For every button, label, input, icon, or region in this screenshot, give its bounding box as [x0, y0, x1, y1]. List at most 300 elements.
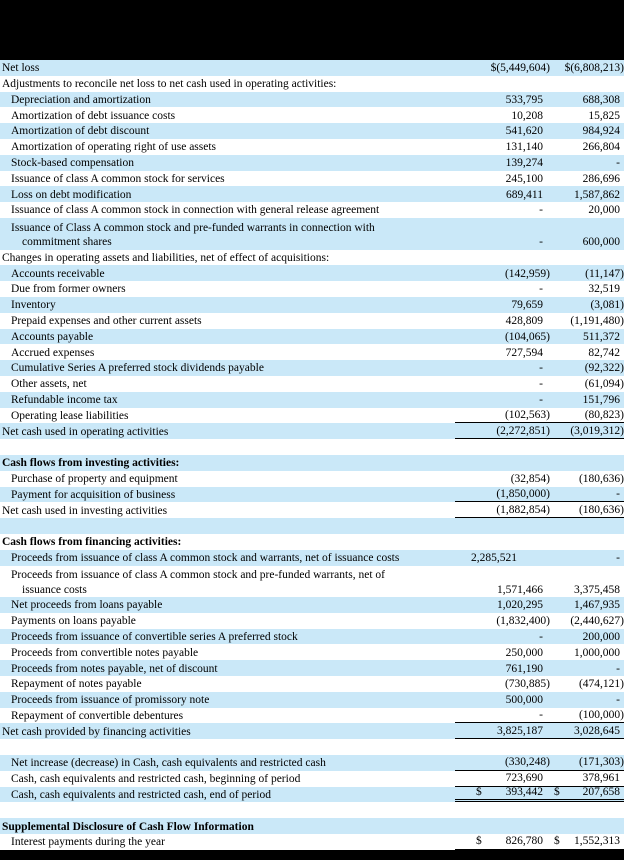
row-label-line-2: issuance costs	[22, 583, 87, 596]
amount-col-2	[551, 186, 624, 202]
table-row	[0, 281, 624, 297]
table-row	[0, 265, 624, 281]
amount-value: -	[616, 552, 620, 564]
amount-col-1	[455, 597, 551, 613]
row-label-line: Proceeds from notes payable, net of discount	[11, 662, 218, 675]
amount-col-1	[455, 455, 551, 471]
row-label-line: Proceeds from issuance of promissory note	[11, 694, 210, 707]
amount-value: (92,322)	[584, 362, 624, 375]
row-label-line: Proceeds from issuance of convertible series A preferred stock	[11, 630, 298, 643]
amount-value: -	[539, 362, 543, 375]
row-label-line: Amortization of operating right of use assets	[11, 141, 217, 154]
row-label-line: Proceeds from convertible notes payable	[11, 646, 199, 659]
table-row	[0, 155, 624, 171]
row-label-line: Repayment of convertible debentures	[11, 709, 184, 722]
row-label	[0, 329, 455, 345]
row-label	[0, 629, 455, 645]
amount-value: 151,796	[582, 394, 620, 407]
table-row	[0, 471, 624, 487]
row-label	[0, 171, 455, 187]
row-label-line: Cash, cash equivalents and restricted cash, end of period	[11, 788, 271, 801]
amount-value: 533,795	[505, 93, 543, 106]
amount-col-1	[455, 202, 551, 218]
amount-value: 200,000	[582, 630, 620, 643]
amount-col-2	[551, 202, 624, 218]
row-label-line: Issuance of class A common stock for services	[11, 172, 225, 185]
row-label	[0, 487, 455, 503]
amount-col-2	[551, 613, 624, 629]
table-row	[0, 60, 624, 76]
amount-col-2	[551, 76, 624, 92]
row-label-line: Issuance of class A common stock in connection with general release agreement	[11, 204, 380, 217]
row-label	[0, 471, 455, 487]
amount-col-1	[455, 408, 551, 424]
amount-col-2	[551, 644, 624, 660]
row-label	[0, 392, 455, 408]
amount-value: -	[539, 630, 543, 643]
amount-col-2	[551, 408, 624, 424]
table-row	[0, 171, 624, 187]
row-label	[0, 723, 455, 739]
cropped-black-header	[0, 0, 624, 60]
row-label-line-2: commitment shares	[22, 236, 112, 249]
amount-col-2	[551, 392, 624, 408]
table-row	[0, 597, 624, 613]
amount-col-2	[551, 629, 624, 645]
amount-value: 378,961	[582, 772, 620, 785]
amount-col-2	[551, 155, 624, 171]
amount-col-2	[551, 344, 624, 360]
amount-col-2	[551, 423, 624, 439]
row-label	[0, 408, 455, 424]
amount-col-2	[551, 218, 624, 250]
amount-value: (61,094)	[584, 378, 624, 391]
row-label-line: Other assets, net	[11, 378, 87, 391]
cash-flow-table	[0, 60, 624, 850]
table-row	[0, 76, 624, 92]
table-row	[0, 250, 624, 266]
row-label-line: Stock-based compensation	[11, 157, 134, 170]
row-label-line: Purchase of property and equipment	[11, 473, 178, 486]
amount-col-2	[551, 787, 624, 803]
row-label-line: Amortization of debt issuance costs	[11, 109, 176, 122]
amount-value: (102,563)	[504, 408, 550, 421]
table-row	[0, 297, 624, 313]
amount-value: (180,636)	[578, 473, 624, 486]
amount-value: (1,850,000)	[496, 487, 550, 500]
amount-col-1	[455, 660, 551, 676]
row-label	[0, 60, 455, 76]
amount-col-1	[455, 755, 551, 771]
table-row	[0, 92, 624, 108]
row-label	[0, 107, 455, 123]
table-row	[0, 186, 624, 202]
table-row	[0, 676, 624, 692]
amount-value: 1,587,862	[574, 188, 620, 201]
row-label	[0, 250, 455, 266]
amount-col-2	[551, 550, 624, 566]
amount-value: 511,372	[583, 330, 620, 343]
amount-col-1	[455, 487, 551, 503]
amount-value: -	[616, 662, 620, 675]
amount-col-2	[551, 487, 624, 503]
cropped-black-footer	[0, 850, 624, 860]
amount-value: 79,659	[511, 299, 543, 312]
row-label-line: Changes in operating assets and liabilities, net of effect of acquisitions:	[2, 251, 330, 264]
amount-value: 82,742	[588, 346, 620, 359]
row-label	[0, 202, 455, 218]
row-label	[0, 566, 455, 598]
row-label-line: Payment for acquisition of business	[11, 488, 176, 501]
amount-col-1	[455, 139, 551, 155]
amount-col-2	[551, 107, 624, 123]
row-label	[0, 423, 455, 439]
amount-value: 393,442	[505, 785, 543, 798]
table-row	[0, 755, 624, 771]
amount-value: 727,594	[505, 346, 543, 359]
table-row	[0, 834, 624, 850]
table-row	[0, 313, 624, 329]
amount-col-2	[551, 139, 624, 155]
amount-col-2	[551, 660, 624, 676]
amount-value: 689,411	[506, 188, 543, 201]
table-row	[0, 392, 624, 408]
amount-value: (104,065)	[504, 330, 550, 343]
row-label-line: Net cash provided by financing activities	[2, 725, 191, 738]
amount-col-1	[455, 281, 551, 297]
table-row	[0, 139, 624, 155]
amount-col-1	[455, 423, 551, 439]
amount-col-2	[551, 297, 624, 313]
amount-col-2	[551, 376, 624, 392]
amount-col-2	[551, 171, 624, 187]
row-label	[0, 771, 455, 787]
amount-col-2	[551, 502, 624, 518]
table-row	[0, 692, 624, 708]
table-row	[0, 376, 624, 392]
row-label-line: Cash flows from investing activities:	[2, 457, 180, 470]
row-label	[0, 313, 455, 329]
amount-col-2	[551, 597, 624, 613]
amount-col-1	[455, 171, 551, 187]
table-row	[0, 502, 624, 518]
amount-value: 723,690	[505, 772, 543, 785]
dollar-sign: $	[554, 785, 560, 798]
amount-value: -	[539, 283, 543, 296]
amount-col-1	[455, 92, 551, 108]
amount-value: (2,272,851)	[496, 424, 550, 437]
amount-value: -	[539, 708, 543, 721]
row-label-line: Net loss	[2, 62, 40, 75]
section-header-row	[0, 455, 624, 471]
amount-col-2	[551, 708, 624, 724]
amount-value: 1,000,000	[574, 646, 620, 659]
amount-value: 266,804	[582, 141, 620, 154]
row-label-line: Interest payments during the year	[11, 836, 165, 849]
row-label	[0, 755, 455, 771]
table-row	[0, 344, 624, 360]
row-label-line: Accounts payable	[11, 330, 94, 343]
row-label	[0, 360, 455, 376]
amount-col-1	[455, 787, 551, 803]
row-label-line: Inventory	[11, 299, 56, 312]
row-label-line: Accounts receivable	[11, 267, 105, 280]
row-label	[0, 834, 455, 850]
amount-value: 32,519	[588, 283, 620, 296]
amount-col-2	[551, 60, 624, 76]
amount-value: 1,571,466	[497, 583, 543, 596]
amount-value: 984,924	[582, 125, 620, 138]
amount-col-1	[455, 818, 551, 834]
amount-value: (11,147)	[585, 267, 624, 280]
amount-value: (730,885)	[504, 678, 550, 691]
amount-col-1	[455, 550, 551, 566]
amount-col-2	[551, 676, 624, 692]
table-row	[0, 723, 624, 739]
row-label	[0, 455, 455, 471]
amount-value: 207,658	[582, 785, 620, 798]
table-row	[0, 613, 624, 629]
table-row	[0, 423, 624, 439]
amount-col-2	[551, 818, 624, 834]
amount-col-1	[455, 502, 551, 518]
row-label	[0, 297, 455, 313]
amount-value: (1,191,480)	[570, 315, 624, 328]
row-label	[0, 265, 455, 281]
amount-value: -	[616, 157, 620, 170]
amount-value: 1,552,313	[574, 835, 620, 848]
amount-col-2	[551, 834, 624, 850]
dollar-sign: $	[476, 835, 482, 848]
amount-col-1	[455, 186, 551, 202]
row-label-line: Cash flows from financing activities:	[2, 536, 182, 549]
amount-col-1	[455, 708, 551, 724]
table-row	[0, 550, 624, 566]
amount-value: 20,000	[588, 204, 620, 217]
amount-value: 688,308	[582, 93, 620, 106]
amount-value: (171,303)	[578, 756, 624, 769]
row-label-line: Refundable income tax	[11, 394, 118, 407]
amount-value: 3,028,645	[574, 724, 620, 737]
amount-col-1	[455, 629, 551, 645]
amount-value: 826,780	[505, 835, 543, 848]
spacer-row	[0, 518, 624, 534]
amount-col-2	[551, 566, 624, 598]
amount-col-1	[455, 644, 551, 660]
amount-value: 131,140	[505, 141, 543, 154]
amount-value: 10,208	[511, 109, 543, 122]
row-label-line: Proceeds from issuance of class A common stock and warrants, net of issuance costs	[11, 552, 400, 564]
row-label-line: Adjustments to reconcile net loss to net cash used in operating activities:	[2, 78, 337, 91]
table-row	[0, 487, 624, 503]
amount-value: (2,440,627)	[570, 615, 624, 628]
row-label-line: Issuance of Class A common stock and pre-funded warrants in connection with	[11, 221, 375, 234]
row-label	[0, 92, 455, 108]
section-header-row	[0, 534, 624, 550]
amount-col-1	[455, 123, 551, 139]
row-label	[0, 502, 455, 518]
row-label-line: Operating lease liabilities	[11, 409, 129, 422]
amount-value: 286,696	[582, 172, 620, 185]
row-label-line: Amortization of debt discount	[11, 125, 150, 138]
amount-value: (1,882,854)	[496, 503, 550, 516]
amount-value: $(6,808,213)	[564, 62, 624, 75]
row-label	[0, 818, 455, 834]
row-label	[0, 186, 455, 202]
amount-col-1	[455, 60, 551, 76]
row-label	[0, 708, 455, 724]
row-label-line: Repayment of notes payable	[11, 678, 142, 691]
row-label	[0, 344, 455, 360]
table-row	[0, 202, 624, 218]
amount-col-1	[455, 313, 551, 329]
table-row	[0, 408, 624, 424]
amount-value: 761,190	[505, 662, 543, 675]
amount-col-2	[551, 360, 624, 376]
amount-col-1	[455, 344, 551, 360]
amount-value: (474,121)	[578, 678, 624, 691]
amount-value: -	[539, 378, 543, 391]
amount-col-1	[455, 566, 551, 598]
amount-value: (32,854)	[510, 473, 550, 486]
amount-value: 3,375,458	[574, 583, 620, 596]
dollar-sign: $	[554, 835, 560, 848]
table-row	[0, 329, 624, 345]
amount-col-2	[551, 692, 624, 708]
amount-value: -	[539, 204, 543, 217]
row-label-line: Net increase (decrease) in Cash, cash equivalents and restricted cash	[11, 757, 326, 770]
row-label	[0, 123, 455, 139]
amount-value: 541,620	[505, 125, 543, 138]
row-label	[0, 550, 455, 566]
table-row	[0, 660, 624, 676]
amount-value: 2,285,521	[471, 552, 517, 564]
table-row	[0, 218, 624, 250]
amount-col-1	[455, 834, 551, 850]
table-row	[0, 566, 624, 598]
row-label-line: Payments on loans payable	[11, 615, 136, 628]
row-label-line: Net cash used in investing activities	[2, 504, 168, 517]
amount-value: (80,823)	[584, 408, 624, 421]
table-row	[0, 360, 624, 376]
row-label-line: Depreciation and amortization	[11, 93, 151, 106]
row-label-line: Proceeds from issuance of class A common stock and pre-funded warrants, net of	[11, 569, 385, 582]
row-label	[0, 155, 455, 171]
table-row	[0, 787, 624, 803]
dollar-sign: $	[476, 785, 482, 798]
row-label-line: Net proceeds from loans payable	[11, 599, 163, 612]
amount-value: (180,636)	[578, 503, 624, 516]
row-label	[0, 376, 455, 392]
row-label	[0, 218, 455, 250]
amount-col-1	[455, 297, 551, 313]
row-label	[0, 644, 455, 660]
amount-value: 250,000	[505, 646, 543, 659]
amount-value: -	[539, 394, 543, 407]
spacer-row	[0, 739, 624, 755]
table-row	[0, 644, 624, 660]
row-label	[0, 660, 455, 676]
row-label	[0, 692, 455, 708]
amount-value: -	[616, 694, 620, 707]
row-label	[0, 76, 455, 92]
row-label	[0, 281, 455, 297]
amount-col-1	[455, 392, 551, 408]
amount-value: (1,832,400)	[496, 615, 550, 628]
amount-col-1	[455, 76, 551, 92]
amount-col-1	[455, 265, 551, 281]
amount-col-2	[551, 471, 624, 487]
amount-col-2	[551, 281, 624, 297]
table-row	[0, 629, 624, 645]
amount-value: (100,000)	[578, 708, 624, 721]
amount-value: 500,000	[505, 694, 543, 707]
amount-col-1	[455, 376, 551, 392]
amount-col-1	[455, 155, 551, 171]
amount-col-2	[551, 455, 624, 471]
amount-col-1	[455, 723, 551, 739]
amount-col-2	[551, 250, 624, 266]
row-label	[0, 534, 455, 550]
amount-col-1	[455, 613, 551, 629]
amount-col-1	[455, 360, 551, 376]
row-label-line: Cumulative Series A preferred stock dividends payable	[11, 362, 264, 375]
amount-value: 139,274	[505, 157, 543, 170]
amount-value: $(5,449,604)	[490, 62, 550, 75]
row-label	[0, 139, 455, 155]
amount-value: 600,000	[582, 236, 620, 249]
amount-col-2	[551, 723, 624, 739]
amount-value: -	[616, 487, 620, 500]
amount-value: (3,019,312)	[570, 424, 624, 437]
amount-col-2	[551, 329, 624, 345]
table-row	[0, 708, 624, 724]
amount-col-2	[551, 755, 624, 771]
amount-col-1	[455, 471, 551, 487]
cash-flow-statement-sheet	[0, 60, 624, 850]
amount-value: 1,020,295	[497, 599, 543, 612]
table-row	[0, 107, 624, 123]
row-label	[0, 597, 455, 613]
amount-value: 3,825,187	[497, 724, 543, 737]
amount-col-1	[455, 218, 551, 250]
amount-value: -	[539, 236, 543, 249]
amount-value: (142,959)	[504, 267, 550, 280]
amount-col-1	[455, 676, 551, 692]
table-row	[0, 123, 624, 139]
row-label-line: Cash, cash equivalents and restricted cash, beginning of period	[11, 773, 301, 786]
amount-value: (330,248)	[504, 756, 550, 769]
row-label-line: Accrued expenses	[11, 346, 95, 359]
row-label-line: Supplemental Disclosure of Cash Flow Information	[2, 820, 254, 833]
row-label	[0, 787, 455, 803]
amount-col-1	[455, 534, 551, 550]
row-label	[0, 676, 455, 692]
amount-col-2	[551, 92, 624, 108]
row-label	[0, 613, 455, 629]
amount-col-2	[551, 313, 624, 329]
row-label-line: Prepaid expenses and other current assets	[11, 315, 202, 328]
amount-col-2	[551, 265, 624, 281]
amount-value: 428,809	[505, 315, 543, 328]
amount-col-1	[455, 329, 551, 345]
spacer-row	[0, 439, 624, 455]
row-label-line: Net cash used in operating activities	[2, 425, 169, 438]
spacer-row	[0, 802, 624, 818]
amount-col-2	[551, 123, 624, 139]
amount-value: (3,081)	[590, 299, 624, 312]
amount-value: 15,825	[588, 109, 620, 122]
